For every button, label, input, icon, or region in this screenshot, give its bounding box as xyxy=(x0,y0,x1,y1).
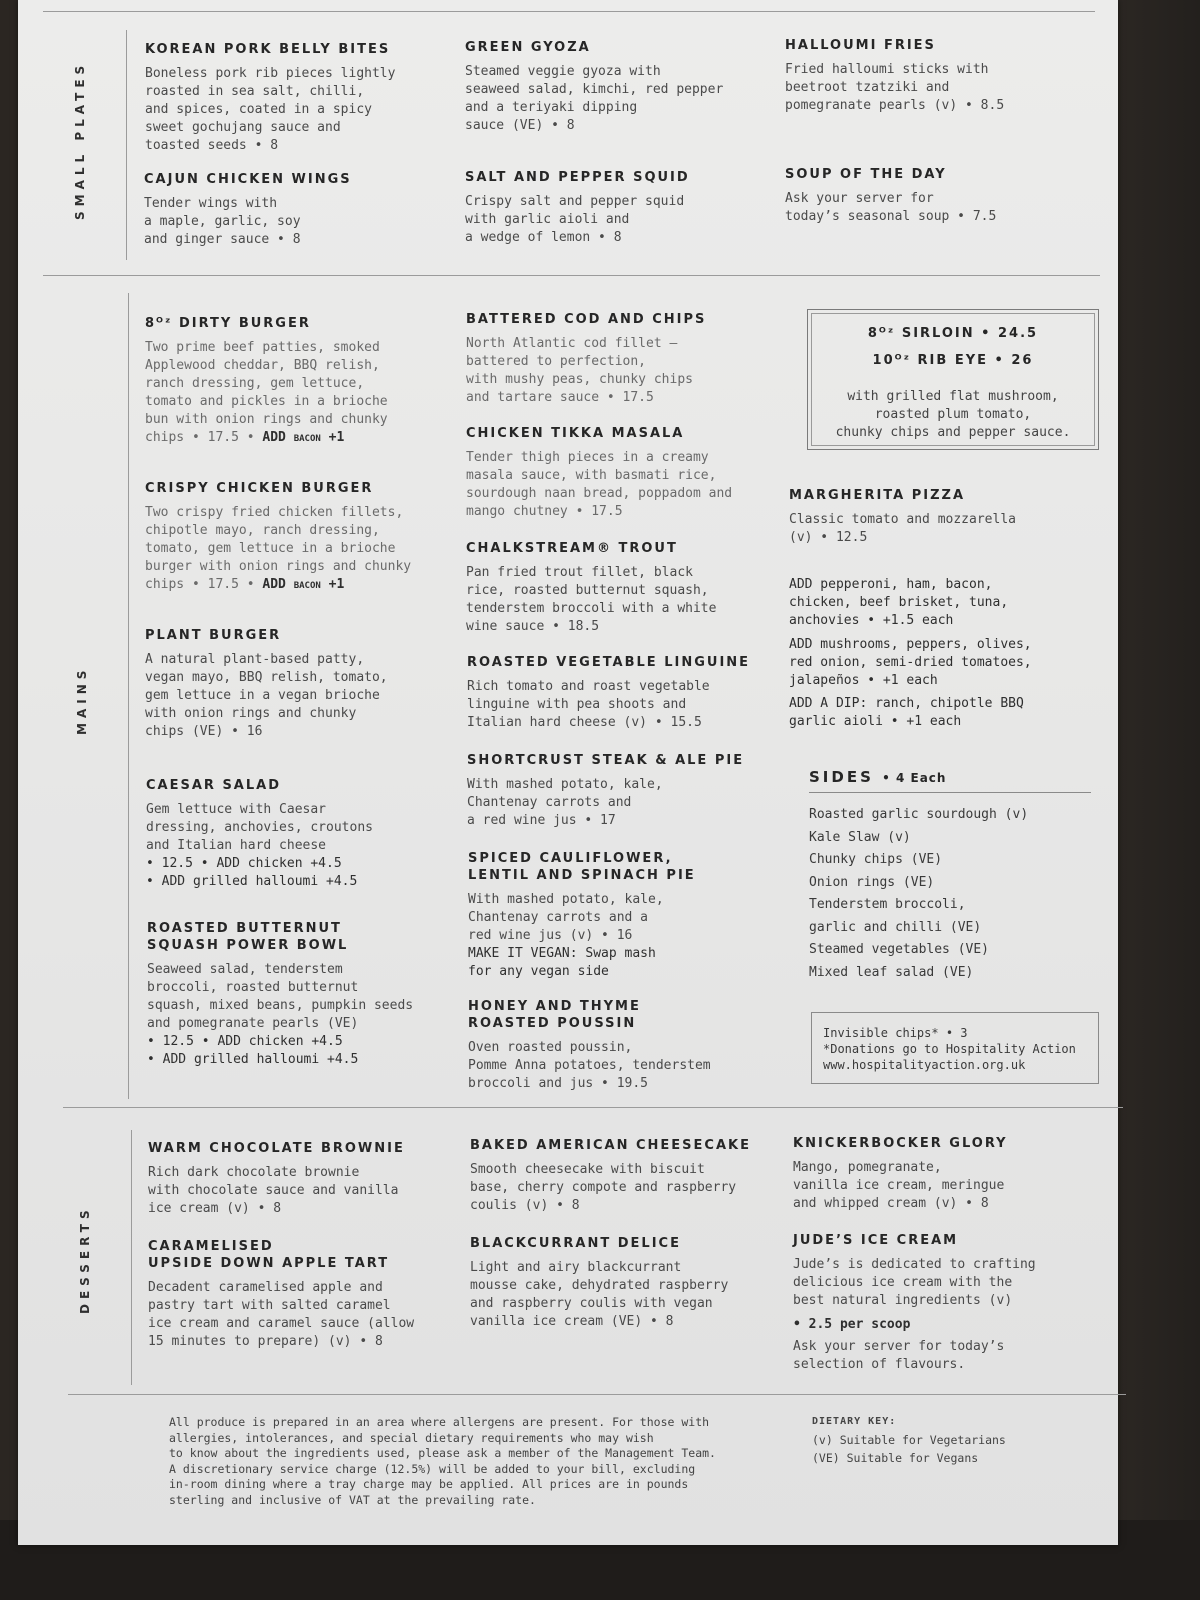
dessert-chocolate-brownie xyxy=(148,1140,443,1218)
dish-salt-and-pepper-squid xyxy=(465,169,760,247)
dish-description: Steamed veggie gyoza with seaweed salad, kimchi, red pepper and a teriyaki dipping sauce (VE) • 8 xyxy=(465,64,724,133)
dish-description: Decadent caramelised apple and pastry tart with salted caramel ice cream and caramel sauce (allow 15 minutes to prepare) (v) • 8 xyxy=(148,1280,415,1349)
side-item: Tenderstem broccoli, xyxy=(809,897,966,912)
dish-margherita-pizza xyxy=(789,487,1084,547)
section-label-small-plates: SMALL PLATES xyxy=(73,60,87,220)
invisible-chips-box: Invisible chips* • 3 *Donations go to Hospitality Action www.hospitalityaction.org.uk xyxy=(811,1012,1099,1084)
sides-list xyxy=(809,804,1099,984)
dish-add-on: MAKE IT VEGAN: Swap mash for any vegan side xyxy=(468,946,656,979)
dish-description-extra: Ask your server for today’s selection of flavours. xyxy=(793,1339,1005,1372)
top-rule xyxy=(43,11,1095,12)
dish-description: Oven roasted poussin, Pomme Anna potatoes, tenderstem broccoli and jus • 19.5 xyxy=(468,1040,711,1091)
dish-description: Jude’s is dedicated to crafting delicious ice cream with the best natural ingredients (v) xyxy=(793,1257,1036,1308)
sides-price: • 4 Each xyxy=(882,771,947,785)
dish-name: SHORTCRUST STEAK & ALE PIE xyxy=(467,753,745,768)
dish-name: CARAMELISED UPSIDE DOWN APPLE TART xyxy=(148,1239,390,1271)
dish-crispy-chicken-burger xyxy=(145,480,440,594)
steak-description: with grilled flat mushroom, roasted plum tomato, chunky chips and pepper sauce. xyxy=(835,389,1071,440)
dessert-blackcurrant-delice xyxy=(470,1235,765,1331)
dish-caesar-salad xyxy=(146,777,441,891)
dish-description: With mashed potato, kale, Chantenay carrots and a red wine jus • 17 xyxy=(467,777,663,828)
dish-dirty-burger xyxy=(145,315,440,447)
dish-description: Two crispy fried chicken fillets, chipotle mayo, ranch dressing, tomato, gem lettuce in a brioche burger with onion rings and chunky chips • 17.5 • xyxy=(145,505,412,592)
dish-description: North Atlantic cod fillet – battered to perfection, with mushy peas, chunky chips and tartare sauce • 17.5 xyxy=(466,336,693,405)
dish-name: BAKED AMERICAN CHEESECAKE xyxy=(470,1138,751,1153)
dish-name: KNICKERBOCKER GLORY xyxy=(793,1136,1008,1151)
dish-chalkstream-trout xyxy=(466,540,761,636)
side-item: Mixed leaf salad (VE) xyxy=(809,964,974,980)
dish-name: CHALKSTREAM® TROUT xyxy=(466,541,678,556)
desserts-vrule xyxy=(131,1130,132,1385)
pizza-add-meats: ADD pepperoni, ham, bacon, chicken, beef brisket, tuna, anchovies • +1.5 each xyxy=(789,577,1009,628)
dish-description: Rich tomato and roast vegetable linguine with pea shoots and Italian hard cheese (v) • 15.5 xyxy=(467,679,710,730)
dish-add-on: • 12.5 • ADD chicken +4.5 • ADD grilled halloumi +4.5 xyxy=(146,856,358,889)
dish-name: BATTERED COD AND CHIPS xyxy=(466,312,707,327)
dish-name: HALLOUMI FRIES xyxy=(785,38,936,53)
side-item: garlic and chilli (VE) xyxy=(809,919,982,935)
dish-cauliflower-pie xyxy=(468,850,763,981)
dish-add-on: • 12.5 • ADD chicken +4.5 • ADD grilled halloumi +4.5 xyxy=(147,1034,359,1067)
menu-page xyxy=(18,0,1118,1545)
steak-rib-eye: 10ᴼᶻ RIB EYE • 26 xyxy=(872,353,1034,368)
dish-name: PLANT BURGER xyxy=(145,628,282,643)
pizza-add-veg: ADD mushrooms, peppers, olives, red onion, semi-dried tomatoes, jalapeños • +1 each xyxy=(789,637,1032,688)
dish-description: Two prime beef patties, smoked Applewood cheddar, BBQ relish, ranch dressing, gem lettuce, tomato and pickles in a brioche bun with onion rings and chunky chips • 17.5 • xyxy=(145,340,388,445)
pizza-add-dip: ADD A DIP: ranch, chipotle BBQ garlic aioli • +1 each xyxy=(789,696,1024,729)
steak-box xyxy=(807,309,1099,450)
dish-description: Mango, pomegranate, vanilla ice cream, meringue and whipped cream (v) • 8 xyxy=(793,1160,1005,1211)
dish-roasted-poussin xyxy=(468,998,763,1093)
dish-name: HONEY AND THYME ROASTED POUSSIN xyxy=(468,999,641,1031)
dietary-key-vegetarian: (v) Suitable for Vegetarians xyxy=(812,1433,1006,1447)
section-label-mains: MAINS xyxy=(75,665,89,735)
dish-name: CRISPY CHICKEN BURGER xyxy=(145,481,374,496)
dish-description: With mashed potato, kale, Chantenay carrots and a red wine jus (v) • 16 xyxy=(468,892,664,943)
dish-description: Light and airy blackcurrant mousse cake, dehydrated raspberry and raspberry coulis with vegan vanilla ice cream (VE) • 8 xyxy=(470,1260,729,1329)
side-item: Steamed vegetables (VE) xyxy=(809,942,990,957)
dish-name: SPICED CAULIFLOWER, LENTIL AND SPINACH PIE xyxy=(468,851,696,883)
mains-vrule xyxy=(128,293,129,1099)
dish-plant-burger xyxy=(145,627,440,741)
dish-name: CHICKEN TIKKA MASALA xyxy=(466,426,685,441)
dish-name: 8ᴼᶻ DIRTY BURGER xyxy=(145,316,311,331)
dish-description: Boneless pork rib pieces lightly roasted in sea salt, chilli, and spices, coated in a spicy sweet gochujang sauce and toasted seeds • 8 xyxy=(145,66,396,153)
dish-name: SALT AND PEPPER SQUID xyxy=(465,170,690,185)
dish-vegetable-linguine xyxy=(467,654,777,732)
dish-description: Fried halloumi sticks with beetroot tzatziki and pomegranate pearls (v) • 8.5 xyxy=(785,62,1005,113)
side-item: Onion rings (VE) xyxy=(809,874,935,890)
dish-price: • 2.5 per scoop xyxy=(793,1317,911,1332)
section-label-desserts: DESSERTS xyxy=(78,1205,92,1315)
mains-rule xyxy=(63,1107,1123,1108)
dish-name: BLACKCURRANT DELICE xyxy=(470,1236,681,1251)
allergen-footer: All produce is prepared in an area where allergens are present. For those with allergies, intolerances, and special dietary requirements who may wish to know about the ingredients used, please ask a member of the Management Team. A discretionary service charge (12.5%) will be added to your bill, excluding in-room dining where a tray charge may be applied. All prices are in pounds sterling and inclusive of VAT at the prevailing rate. xyxy=(169,1415,716,1507)
dietary-key xyxy=(812,1413,1102,1467)
dish-name: CAJUN CHICKEN WINGS xyxy=(144,172,352,187)
side-item: Kale Slaw (v) xyxy=(809,829,911,845)
dish-description: A natural plant-based patty, vegan mayo, BBQ relish, tomato, gem lettuce in a vegan brioche with onion rings and chunky chips (VE) • 16 xyxy=(145,652,388,739)
dish-green-gyoza xyxy=(465,39,760,135)
dish-description: Ask your server for today’s seasonal soup • 7.5 xyxy=(785,191,997,224)
dessert-judes-ice-cream xyxy=(793,1232,1088,1374)
small-plates-vrule xyxy=(126,30,127,260)
dish-soup-of-the-day xyxy=(785,166,1080,226)
dish-battered-cod xyxy=(466,311,761,407)
dish-name: GREEN GYOZA xyxy=(465,40,591,55)
dish-description: Smooth cheesecake with biscuit base, cherry compote and raspberry coulis (v) • 8 xyxy=(470,1162,737,1213)
dish-name: MARGHERITA PIZZA xyxy=(789,488,966,503)
dish-description: Pan fried trout fillet, black rice, roasted butternut squash, tenderstem broccoli with a white wine sauce • 18.5 xyxy=(466,565,717,634)
dietary-key-vegan: (VE) Suitable for Vegans xyxy=(812,1451,979,1465)
small-plates-rule xyxy=(43,275,1100,276)
dessert-apple-tart xyxy=(148,1238,443,1351)
dish-add-on: ADD bacon +1 xyxy=(262,430,345,445)
dish-name: SOUP OF THE DAY xyxy=(785,167,947,182)
dish-description: Seaweed salad, tenderstem broccoli, roasted butternut squash, mixed beans, pumpkin seeds and pomegranate pearls (VE) xyxy=(147,962,414,1031)
dietary-key-title: DIETARY KEY: xyxy=(812,1416,897,1427)
steak-sirloin: 8ᴼᶻ SIRLOIN • 24.5 xyxy=(867,326,1039,341)
dish-korean-pork-belly-bites xyxy=(145,41,440,155)
dish-description: Gem lettuce with Caesar dressing, anchovies, croutons and Italian hard cheese xyxy=(146,802,373,853)
dish-description: Tender wings with a maple, garlic, soy and ginger sauce • 8 xyxy=(144,196,301,247)
dish-cajun-chicken-wings xyxy=(144,171,439,249)
dish-name: KOREAN PORK BELLY BITES xyxy=(145,42,391,57)
dessert-american-cheesecake xyxy=(470,1137,780,1215)
side-item: Roasted garlic sourdough (v) xyxy=(809,807,1029,822)
dish-chicken-tikka-masala xyxy=(466,425,761,521)
side-item: Chunky chips (VE) xyxy=(809,852,943,867)
dish-name: ROASTED VEGETABLE LINGUINE xyxy=(467,655,751,670)
dish-add-on: ADD bacon +1 xyxy=(262,577,345,592)
dish-name: WARM CHOCOLATE BROWNIE xyxy=(148,1141,405,1156)
dish-description: Tender thigh pieces in a creamy masala sauce, with basmati rice, sourdough naan bread, poppadom and mango chutney • 17.5 xyxy=(466,450,733,519)
sides-title: SIDES • 4 Each xyxy=(809,768,1091,793)
dish-name: ROASTED BUTTERNUT SQUASH POWER BOWL xyxy=(147,921,349,953)
dish-name: CAESAR SALAD xyxy=(146,778,282,793)
dish-description: Classic tomato and mozzarella (v) • 12.5 xyxy=(789,512,1016,545)
desserts-rule xyxy=(68,1394,1126,1395)
dish-steak-ale-pie xyxy=(467,752,777,830)
dish-description: Rich dark chocolate brownie with chocolate sauce and vanilla ice cream (v) • 8 xyxy=(148,1165,399,1216)
dish-description: Crispy salt and pepper squid with garlic aioli and a wedge of lemon • 8 xyxy=(465,194,685,245)
dish-name: JUDE’S ICE CREAM xyxy=(793,1233,959,1248)
dessert-knickerbocker-glory xyxy=(793,1135,1088,1213)
dish-butternut-power-bowl xyxy=(147,920,442,1069)
dish-halloumi-fries xyxy=(785,37,1080,115)
